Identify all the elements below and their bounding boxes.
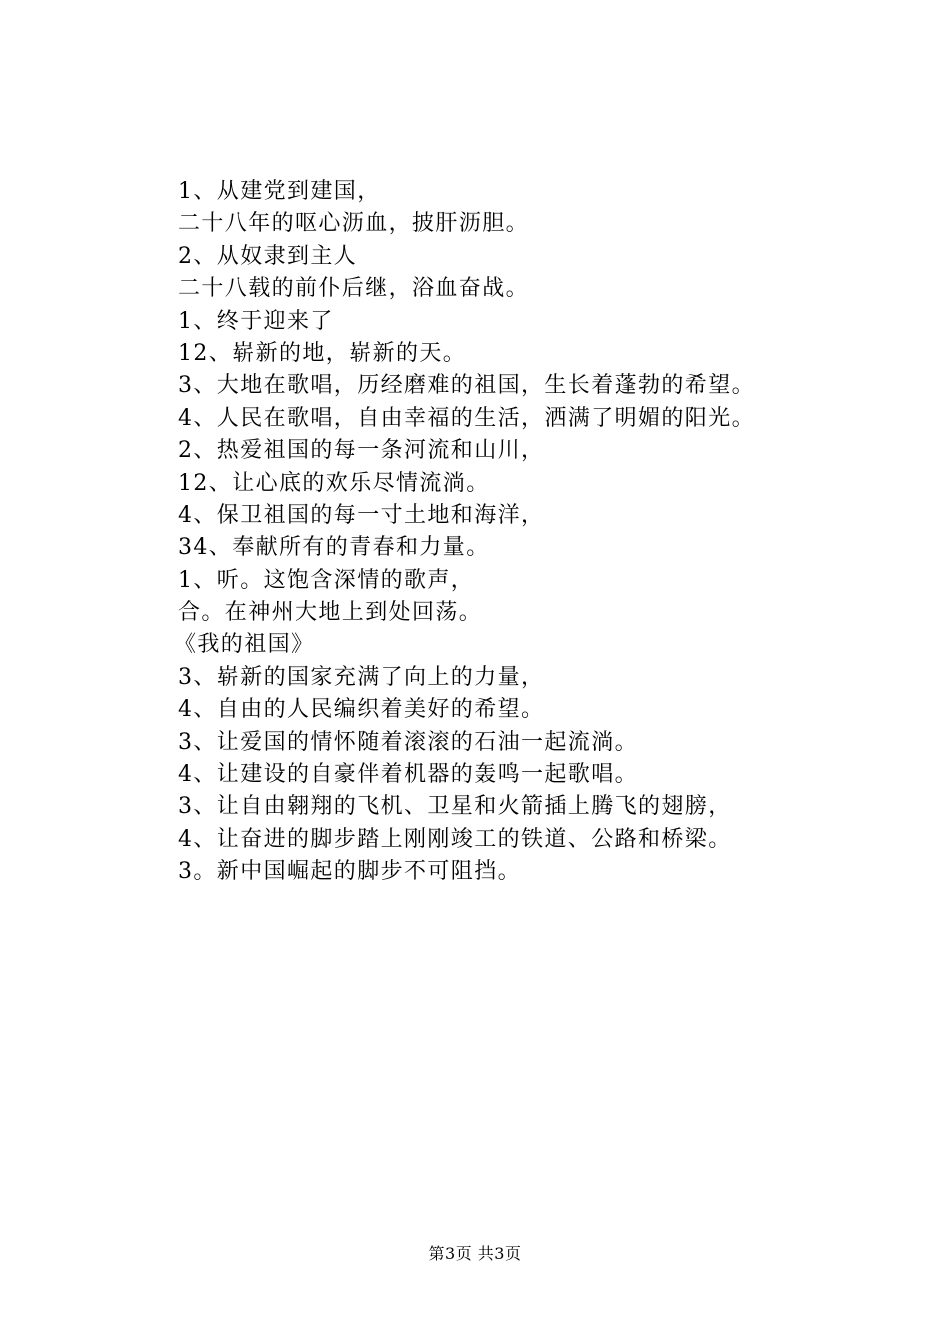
poem-title-line: 《我的祖国》 [174,632,315,658]
text-line: 4、保卫祖国的每一寸土地和海洋， [178,502,545,528]
poem-body [174,176,878,889]
page-number-footer: 第3页 共3页 [428,1244,522,1263]
text-line: 2、从奴隶到主人 [178,243,358,269]
text-line: 12、让心底的欢乐尽情流淌。 [178,470,490,496]
text-line: 4、自由的人民编织着美好的希望。 [178,697,545,723]
text-line: 二十八载的前仆后继，浴血奋战。 [178,276,530,302]
text-line: 2、热爱祖国的每一条河流和山川， [178,438,545,464]
text-line: 1、终于迎来了 [178,308,334,334]
text-line: 34、奉献所有的青春和力量。 [178,535,490,561]
text-line: 二十八年的呕心沥血，披肝沥胆。 [178,211,530,237]
text-line: 3、崭新的国家充满了向上的力量， [178,664,545,690]
text-line: 4、让建设的自豪伴着机器的轰鸣一起歌唱。 [178,762,638,788]
text-line: 4、让奋进的脚步踏上刚刚竣工的铁道、公路和桥梁。 [178,826,732,852]
text-line: 3、让自由翱翔的飞机、卫星和火箭插上腾飞的翅膀， [178,794,732,820]
text-line: 4、人民在歌唱，自由幸福的生活，洒满了明媚的阳光。 [178,405,755,431]
text-line: 12、崭新的地，崭新的天。 [178,340,467,366]
text-line: 1、从建党到建国， [178,179,381,204]
text-line: 1、听。这饱含深情的歌声， [178,567,475,593]
text-line: 3、大地在歌唱，历经磨难的祖国，生长着蓬勃的希望。 [178,373,755,399]
text-line: 3、让爱国的情怀随着滚滚的石油一起流淌。 [178,729,638,755]
text-line: 合。在神州大地上到处回荡。 [178,600,483,626]
text-line: 3。新中国崛起的脚步不可阻挡。 [178,859,521,885]
